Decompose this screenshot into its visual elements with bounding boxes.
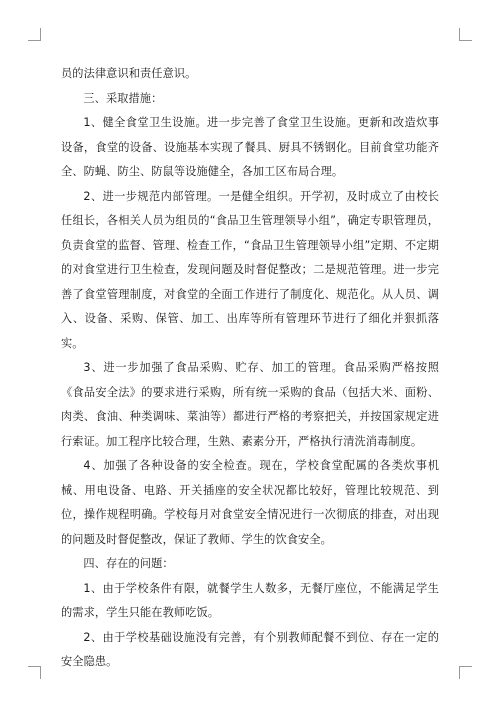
crop-mark-bottom-right — [459, 666, 472, 679]
paragraph: 3、进一步加强了食品采购、贮存、加工的管理。食品采购严格按照《食品安全法》的要求进行采购，所有统一采购的食品（包括大米、面粉、肉类、食油、种类调味、菜油等）都进行严格的考察把关，并按国家规定进行索证。加工程序比较合理，生熟、素素分开，严格执行清洗消毒制度。 — [61, 361, 439, 448]
paragraph: 4、加强了各种设备的安全检查。现在，学校食堂配属的各类炊事机械、用电设备、电路、开关插座的安全状况都比较好，管理比较规范、到位，操作规程明确。学校每月对食堂安全情况进行一次彻底的排查，对出现的问题及时督促整改，保证了教师、学生的饮食安全。 — [61, 459, 439, 546]
crop-mark-bottom-left — [28, 666, 41, 679]
paragraph: 1、由于学校条件有限，就餐学生人数多，无餐厅座位，不能满足学生的需求，学生只能在教师吃饭。 — [61, 581, 439, 619]
crop-mark-top-right — [459, 28, 472, 41]
paragraph: 员的法律意识和责任意识。 — [61, 67, 197, 80]
section-heading: 四、存在的问题： — [83, 557, 174, 570]
paragraph: 2、进一步规范内部管理。一是健全组织。开学初，及时成立了由校长任组长，各相关人员为组员的“食品卫生管理领导小组”，确定专职管理员，负责食堂的监督、管理、检查工作，“食品卫生管理领导小组”定期、不定期的对食堂进行卫生检查，发现问题及时督促整改；二是规范管理。进一步完善了食堂管理制度，对食堂的全面工作进行了制度化、规范化。从人员、调入、设备、采购、保管、加工、出库等所有管理环节进行了细化并狠抓落实。 — [61, 189, 439, 350]
crop-mark-top-left — [28, 28, 41, 41]
paragraph: 2、由于学校基础设施没有完善，有个别教师配餐不到位、存在一定的安全隐患。 — [61, 630, 439, 668]
document-body — [61, 62, 439, 675]
section-heading: 三、采取措施： — [83, 91, 163, 105]
paragraph: 1、健全食堂卫生设施。进一步完善了食堂卫生设施。更新和改造炊事设备，食堂的设备、设施基本实现了餐具、厨具不锈钢化。目前食堂功能齐全、防蝇、防尘、防鼠等设施健全，各加工区布局合理。 — [61, 116, 439, 178]
